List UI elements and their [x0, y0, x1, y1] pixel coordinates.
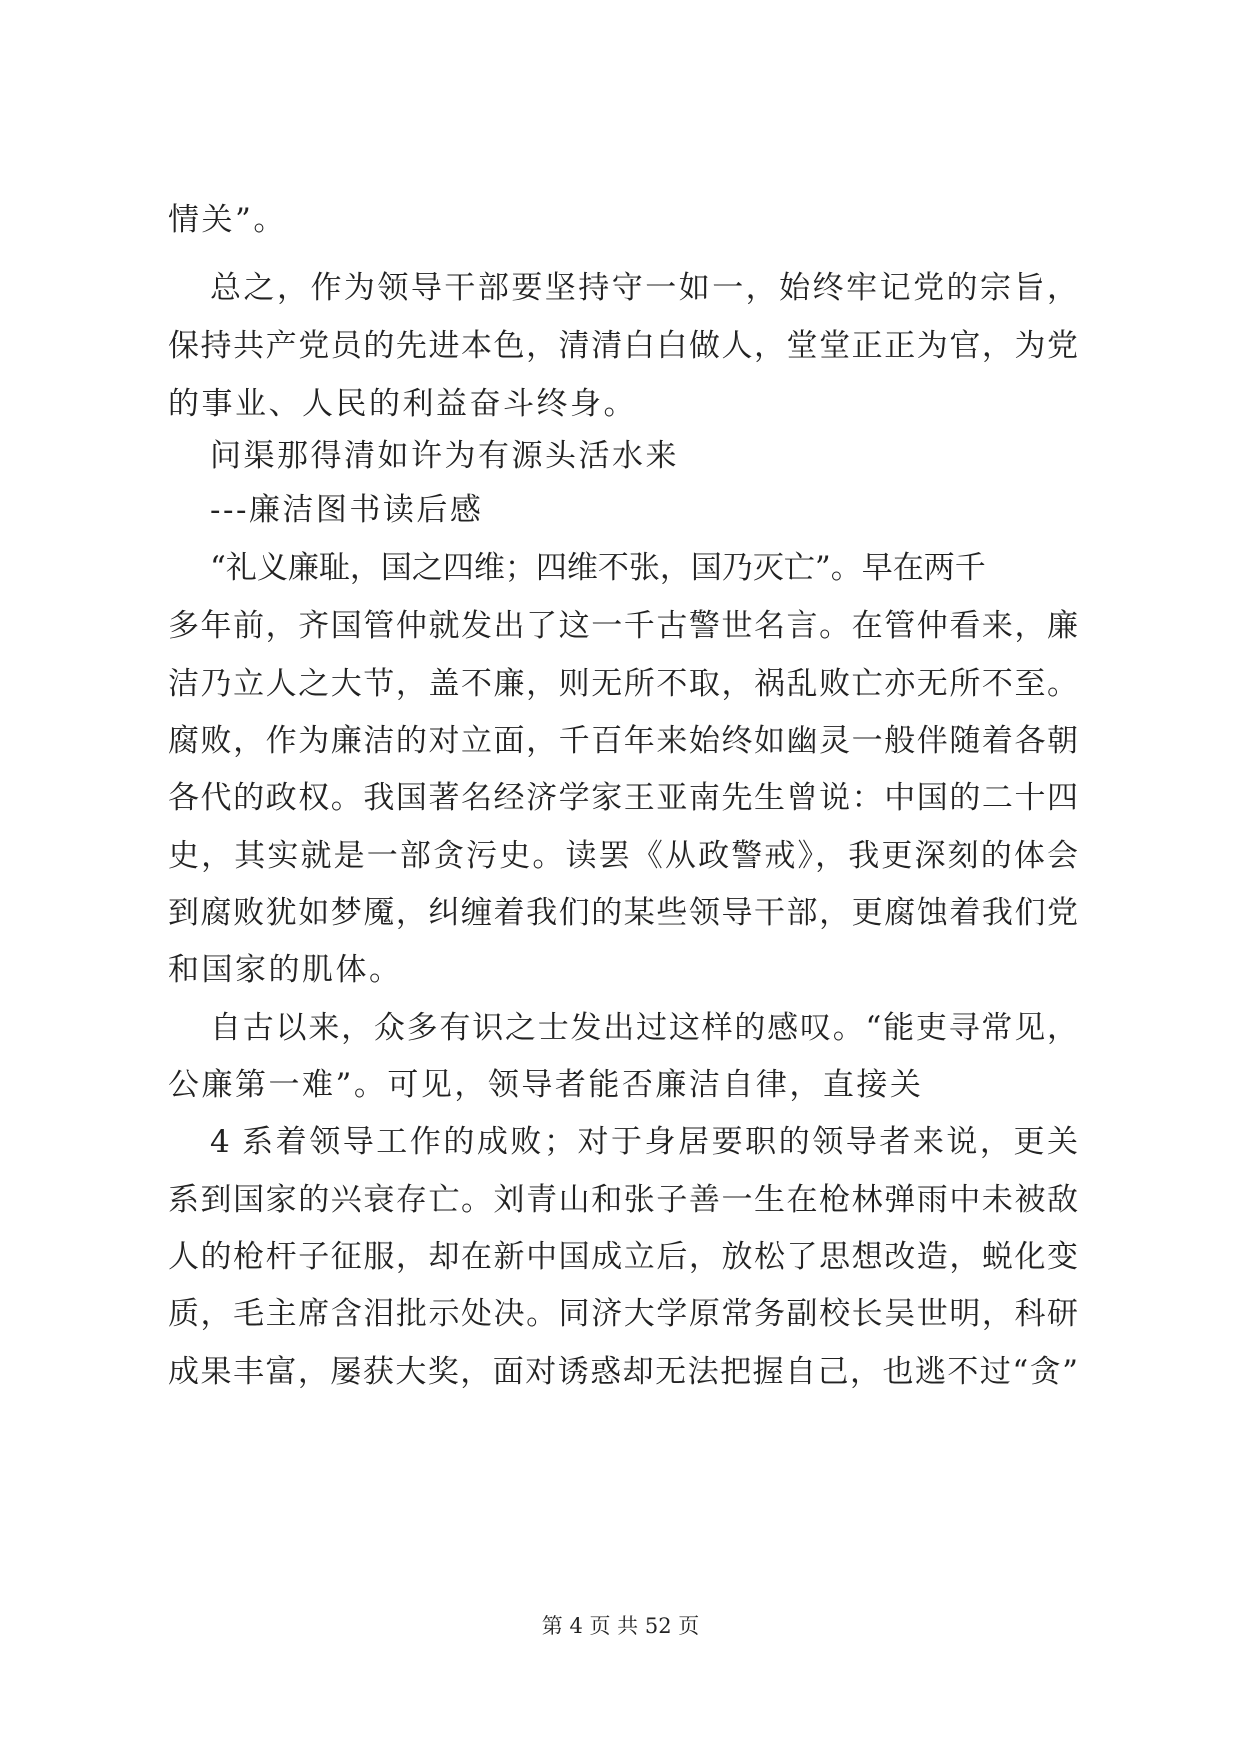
text-line: 多年前，齐国管仲就发出了这一千古警世名言。在管仲看来，廉 — [168, 608, 1078, 644]
text-line: 腐败，作为廉洁的对立面，千百年来始终如幽灵一般伴随着各朝 — [168, 723, 1078, 759]
text-line: 公廉第一难”。可见，领导者能否廉洁自律，直接关 — [168, 1067, 924, 1103]
text-line: 洁乃立人之大节，盖不廉，则无所不取，祸乱败亡亦无所不至。 — [168, 666, 1078, 702]
text-line: “礼义廉耻，国之四维；四维不张，国乃灭亡”。早在两千 — [210, 550, 986, 586]
section-subtitle: ---廉洁图书读后感 — [210, 492, 484, 528]
text-line: 史，其实就是一部贪污史。读罢《从政警戒》，我更深刻的体会 — [168, 838, 1078, 874]
page-number-footer: 第 4 页 共 52 页 — [541, 1614, 700, 1638]
text-line: 和国家的肌体。 — [168, 952, 403, 988]
text-line: 的事业、人民的利益奋斗终身。 — [168, 386, 637, 422]
text-line: 各代的政权。我国著名经济学家王亚南先生曾说：中国的二十四 — [168, 780, 1078, 816]
text-line: 质，毛主席含泪批示处决。同济大学原常务副校长吴世明，科研 — [168, 1296, 1078, 1332]
text-line: 4 系着领导工作的成败；对于身居要职的领导者来说，更关 — [210, 1124, 1078, 1160]
section-title: 问渠那得清如许为有源头活水来 — [210, 438, 679, 474]
text-line: 情关”。 — [168, 202, 287, 238]
text-line: 自古以来，众多有识之士发出过这样的感叹。“能吏寻常见， — [210, 1010, 1078, 1046]
text-line: 总之，作为领导干部要坚持守一如一，始终牢记党的宗旨， — [210, 270, 1078, 306]
text-line: 成果丰富，屡获大奖，面对诱惑却无法把握自己，也逃不过“贪” — [168, 1354, 1078, 1390]
text-line: 到腐败犹如梦魇，纠缠着我们的某些领导干部，更腐蚀着我们党 — [168, 895, 1078, 931]
text-line: 人的枪杆子征服，却在新中国成立后，放松了思想改造，蜕化变 — [168, 1239, 1078, 1275]
text-line: 保持共产党员的先进本色，清清白白做人，堂堂正正为官，为党 — [168, 328, 1078, 364]
text-line: 系到国家的兴衰存亡。刘青山和张子善一生在枪林弹雨中未被敌 — [168, 1182, 1078, 1218]
